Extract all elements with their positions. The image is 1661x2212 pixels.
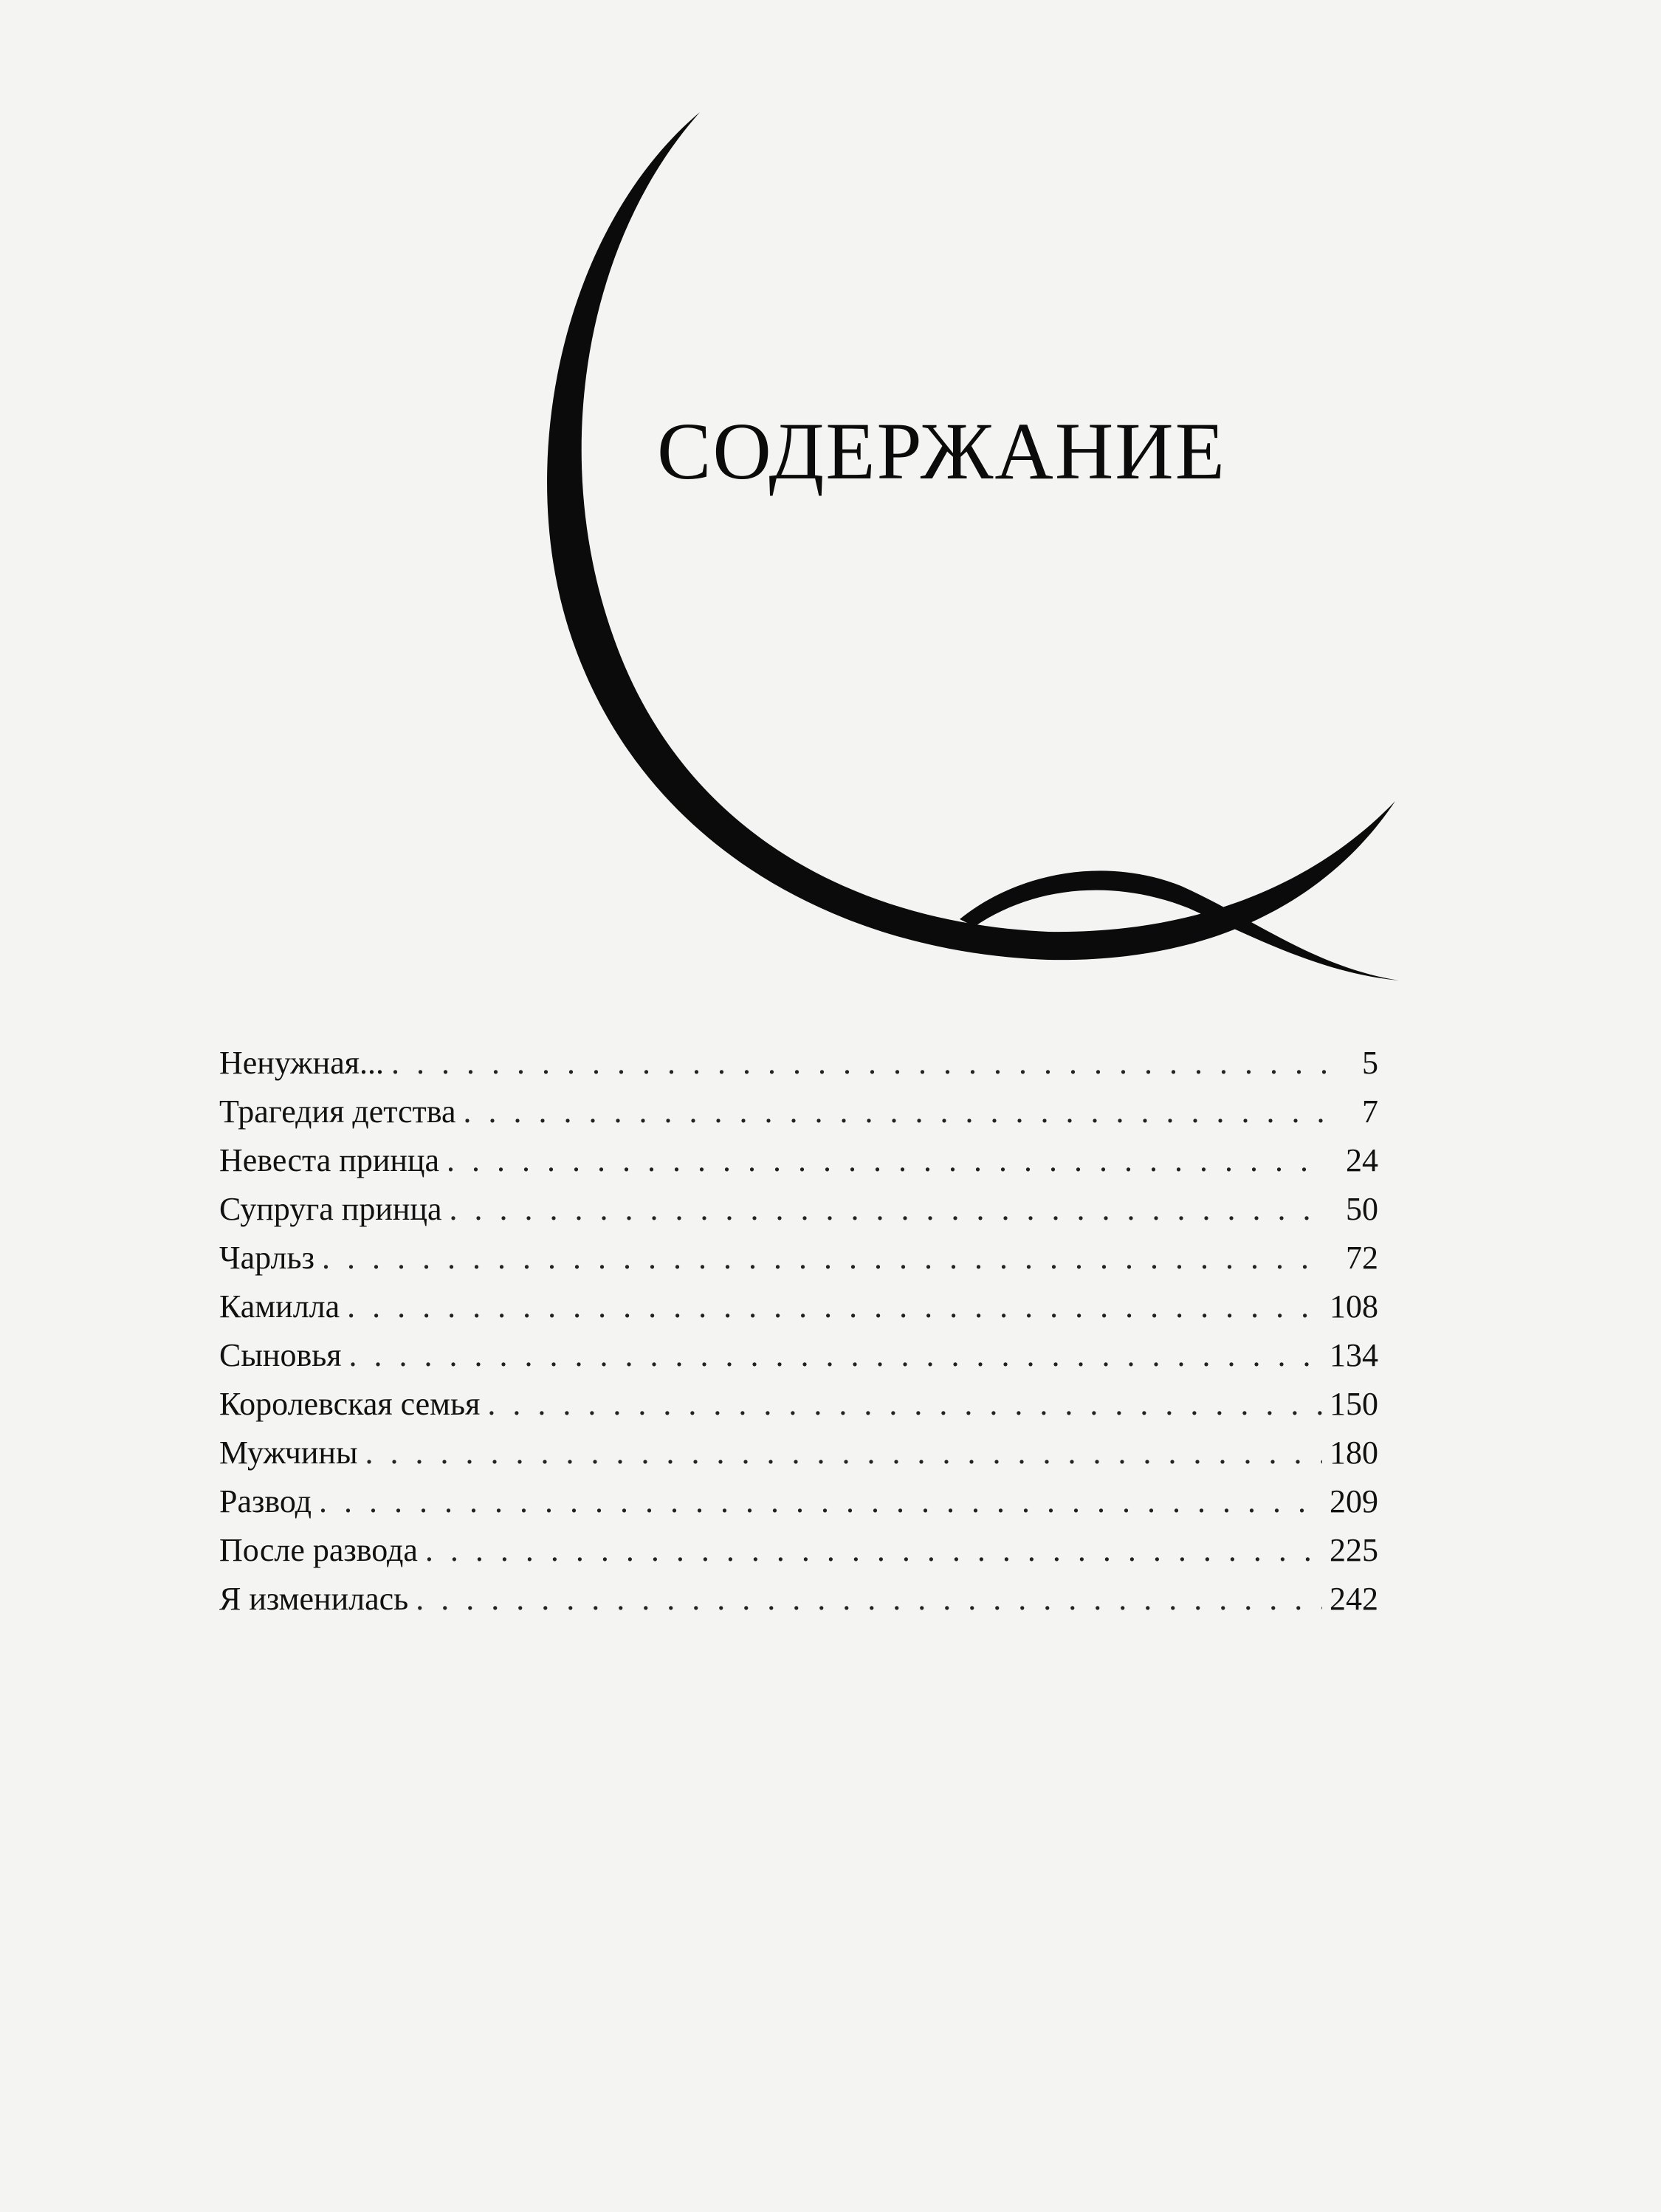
toc-entry-title: Невеста принца	[219, 1142, 439, 1178]
dot-leader	[322, 1234, 1327, 1282]
toc-entry-title: Камилла	[219, 1288, 340, 1325]
toc-entry-page: 108	[1330, 1288, 1378, 1325]
toc-entry-title: Я изменилась	[219, 1581, 409, 1617]
toc-entry-title: Сыновья	[219, 1337, 342, 1373]
toc-entry-page: 209	[1330, 1483, 1378, 1519]
toc-entry-title: Королевская семья	[219, 1386, 481, 1422]
toc-entry-title: Трагедия детства	[219, 1093, 456, 1130]
dot-leader	[319, 1477, 1322, 1526]
dot-leader	[463, 1088, 1327, 1136]
toc-entry[interactable]	[219, 1477, 1378, 1526]
toc-entry-page: 242	[1330, 1581, 1378, 1617]
dot-leader	[425, 1526, 1322, 1575]
toc-entry-page: 134	[1330, 1337, 1378, 1373]
toc-entry-title: Супруга принца	[219, 1191, 442, 1227]
toc-entry[interactable]	[219, 1429, 1378, 1477]
toc-entry[interactable]	[219, 1380, 1378, 1429]
toc-entry-title: Ненужная...	[219, 1045, 384, 1081]
dot-leader	[347, 1282, 1322, 1331]
dot-leader	[487, 1380, 1322, 1429]
toc-entry[interactable]	[219, 1331, 1378, 1380]
dot-leader	[450, 1185, 1327, 1234]
toc-entry-page: 225	[1330, 1532, 1378, 1568]
page-title: СОДЕРЖАНИЕ	[657, 406, 1226, 496]
toc-entry[interactable]	[219, 1526, 1378, 1575]
dot-leader	[391, 1039, 1327, 1088]
dot-leader	[349, 1331, 1322, 1380]
toc-entry[interactable]	[219, 1039, 1378, 1088]
toc-entry-page: 24	[1346, 1142, 1378, 1178]
crescent-ornament	[0, 0, 1661, 1034]
toc-entry-page: 180	[1330, 1435, 1378, 1471]
toc-entry[interactable]	[219, 1575, 1378, 1624]
toc-entry-page: 5	[1362, 1045, 1378, 1081]
toc-entry-page: 150	[1330, 1386, 1378, 1422]
dot-leader	[447, 1136, 1327, 1185]
toc-entry-title: Развод	[219, 1483, 312, 1519]
toc-entry[interactable]	[219, 1136, 1378, 1185]
toc-entry-page: 72	[1346, 1240, 1378, 1276]
toc-entry-title: После развода	[219, 1532, 418, 1568]
table-of-contents	[219, 1039, 1378, 1624]
toc-entry-title: Чарльз	[219, 1240, 314, 1276]
toc-entry[interactable]	[219, 1282, 1378, 1331]
dot-leader	[365, 1429, 1322, 1477]
toc-entry[interactable]	[219, 1088, 1378, 1136]
dot-leader	[416, 1575, 1322, 1624]
toc-entry-page: 7	[1362, 1093, 1378, 1130]
toc-entry-title: Мужчины	[219, 1435, 358, 1471]
toc-entry[interactable]	[219, 1234, 1378, 1282]
toc-entry-page: 50	[1346, 1191, 1378, 1227]
toc-entry[interactable]	[219, 1185, 1378, 1234]
